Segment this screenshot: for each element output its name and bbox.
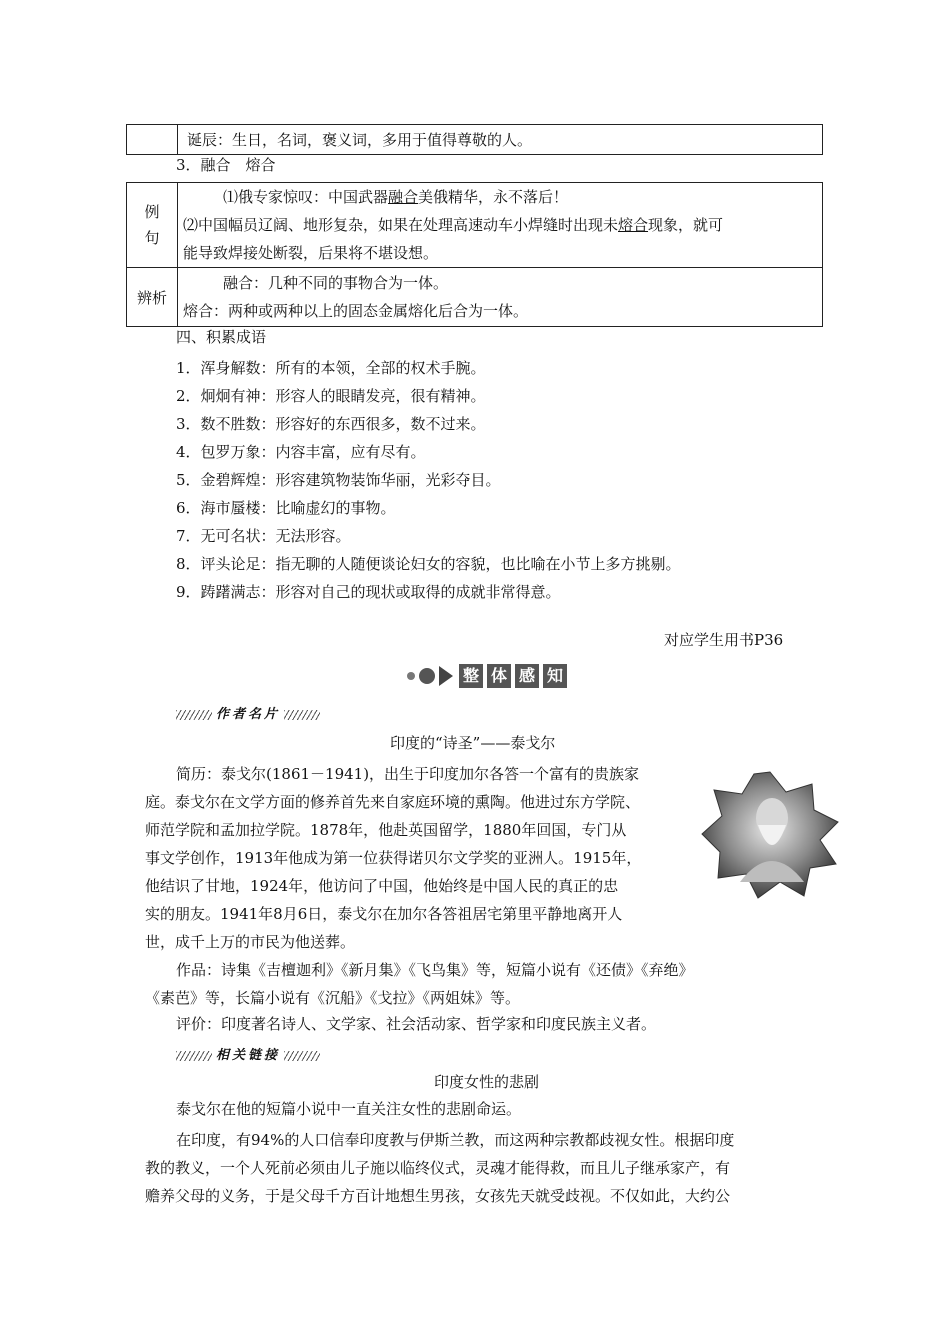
analysis-label-cell (127, 268, 178, 327)
banner-char: 整 (459, 664, 483, 688)
banner-char: 感 (515, 664, 539, 688)
analysis-rong-he: 融合：几种不同的事物合为一体。 (223, 274, 449, 292)
example-label-1: 例 (144, 203, 160, 221)
example-sentence-2 (183, 211, 822, 239)
bio-line: 实的朋友。1941年8月6日，泰戈尔在加尔各答祖居宅第里平静地离开人 (145, 905, 623, 923)
item3-heading: 3．融合 熔合 (176, 156, 276, 174)
bio-line: 他结识了甘地，1924年，他访问了中国，他始终是中国人民的真正的忠 (145, 877, 619, 895)
example-1-text-end: 美俄精华，永不落后！ (418, 188, 569, 206)
bio-line: 世，成千上万的市民为他送葬。 (145, 933, 356, 951)
section-banner (405, 664, 585, 688)
comparison-table (126, 182, 823, 327)
idiom-item: 2．炯炯有神：形容人的眼睛发亮，很有精神。 (176, 387, 486, 405)
banner-char: 体 (487, 664, 511, 688)
example-sentence-1 (183, 183, 822, 211)
analysis-content-cell (178, 268, 823, 327)
definition-table-text-cell (178, 125, 823, 155)
idiom-item: 9．踌躇满志：形容对自己的现状或取得的成就非常得意。 (176, 583, 561, 601)
author-portrait-image (700, 770, 840, 900)
bio-line: 事文学创作，1913年他成为第一位获得诺贝尔文学奖的亚洲人。1915年， (145, 849, 642, 867)
idiom-item: 4．包罗万象：内容丰富，应有尽有。 (176, 443, 426, 461)
banner-arrow-icon (439, 666, 453, 686)
example-label-cell (127, 183, 178, 268)
analysis-label: 辨析 (136, 288, 167, 307)
banner-char: 知 (543, 664, 567, 688)
author-card-tag (176, 703, 320, 722)
definition-table-label-cell (127, 125, 178, 155)
example-sentence-2-continued: 能导致焊接处断裂，后果将不堪设想。 (183, 244, 439, 262)
evaluation: 评价：印度著名诗人、文学家、社会活动家、哲学家和印度民族主义者。 (176, 1015, 657, 1033)
author-card-tag-text: 作者名片 (216, 707, 281, 722)
author-bio (145, 760, 672, 956)
related-line: 教的教义，一个人死前必须由儿子施以临终仪式，灵魂才能得救，而且儿子继承家产，有 (145, 1159, 731, 1177)
related-link-tag-text: 相关链接 (216, 1048, 281, 1063)
related-intro: 泰戈尔在他的短篇小说中一直关注女性的悲剧命运。 (176, 1100, 522, 1118)
related-paragraph (145, 1126, 761, 1210)
definition-table (126, 124, 823, 155)
example-label-2: 句 (144, 229, 160, 247)
idiom-item: 6．海市蜃楼：比喻虚幻的事物。 (176, 499, 396, 517)
idiom-item: 5．金碧辉煌：形容建筑物装饰华丽，光彩夺目。 (176, 471, 501, 489)
hatch-decoration-icon (176, 1051, 212, 1061)
related-line: 赡养父母的义务，于是父母千方百计地想生男孩，女孩先天就受歧视。不仅如此，大约公 (145, 1187, 731, 1205)
works-section (145, 956, 694, 1012)
example-2-text: ⑵中国幅员辽阔、地形复杂，如果在处理高速动车小焊缝时出现未 (183, 216, 619, 234)
author-title: 印度的“诗圣”——泰戈尔 (390, 734, 556, 752)
definition-text: 诞辰：生日，名词，褒义词，多用于值得尊敬的人。 (187, 131, 533, 149)
idiom-item: 1．浑身解数：所有的本领，全部的权术手腕。 (176, 359, 486, 377)
works-line: 《素芭》等，长篇小说有《沉船》《戈拉》《两姐妹》等。 (145, 989, 521, 1007)
banner-dot-large-icon (419, 668, 435, 684)
hatch-decoration-icon (176, 710, 212, 720)
bio-line: 师范学院和孟加拉学院。1878年，他赴英国留学，1880年回国，专门从 (145, 821, 627, 839)
example-1-underlined-word: 融合 (388, 188, 419, 206)
related-line: 在印度，有94%的人口信奉印度教与伊斯兰教，而这两种宗教都歧视女性。根据印度 (176, 1131, 735, 1149)
idiom-item: 8．评头论足：指无聊的人随便谈论妇女的容貌，也比喻在小节上多方挑剔。 (176, 555, 681, 573)
banner-dot-small-icon (407, 672, 415, 680)
example-2-underlined-word: 熔合 (618, 216, 649, 234)
example-content-cell (178, 183, 823, 268)
works-line: 作品：诗集《吉檀迦利》《新月集》《飞鸟集》等，短篇小说有《还债》《弃绝》 (176, 961, 694, 979)
idiom-list (176, 354, 681, 606)
idiom-item: 3．数不胜数：形容好的东西很多，数不过来。 (176, 415, 486, 433)
related-link-tag (176, 1044, 320, 1063)
example-2-text-end: 现象，就可 (648, 216, 724, 234)
related-title: 印度女性的悲剧 (434, 1073, 540, 1091)
idiom-item: 7．无可名状：无法形容。 (176, 527, 351, 545)
hatch-decoration-icon (284, 710, 320, 720)
hatch-decoration-icon (284, 1051, 320, 1061)
analysis-rong-he-metal: 熔合：两种或两种以上的固态金属熔化后合为一体。 (183, 302, 529, 320)
section4-heading: 四、积累成语 (176, 328, 267, 346)
bio-line: 庭。泰戈尔在文学方面的修养首先来自家庭环境的熏陶。他进过东方学院、 (145, 793, 641, 811)
page-reference: 对应学生用书P36 (664, 631, 784, 649)
bio-line: 简历：泰戈尔(1861－1941)，出生于印度加尔各答一个富有的贵族家 (176, 765, 640, 783)
example-1-text: ⑴俄专家惊叹：中国武器 (223, 188, 389, 206)
